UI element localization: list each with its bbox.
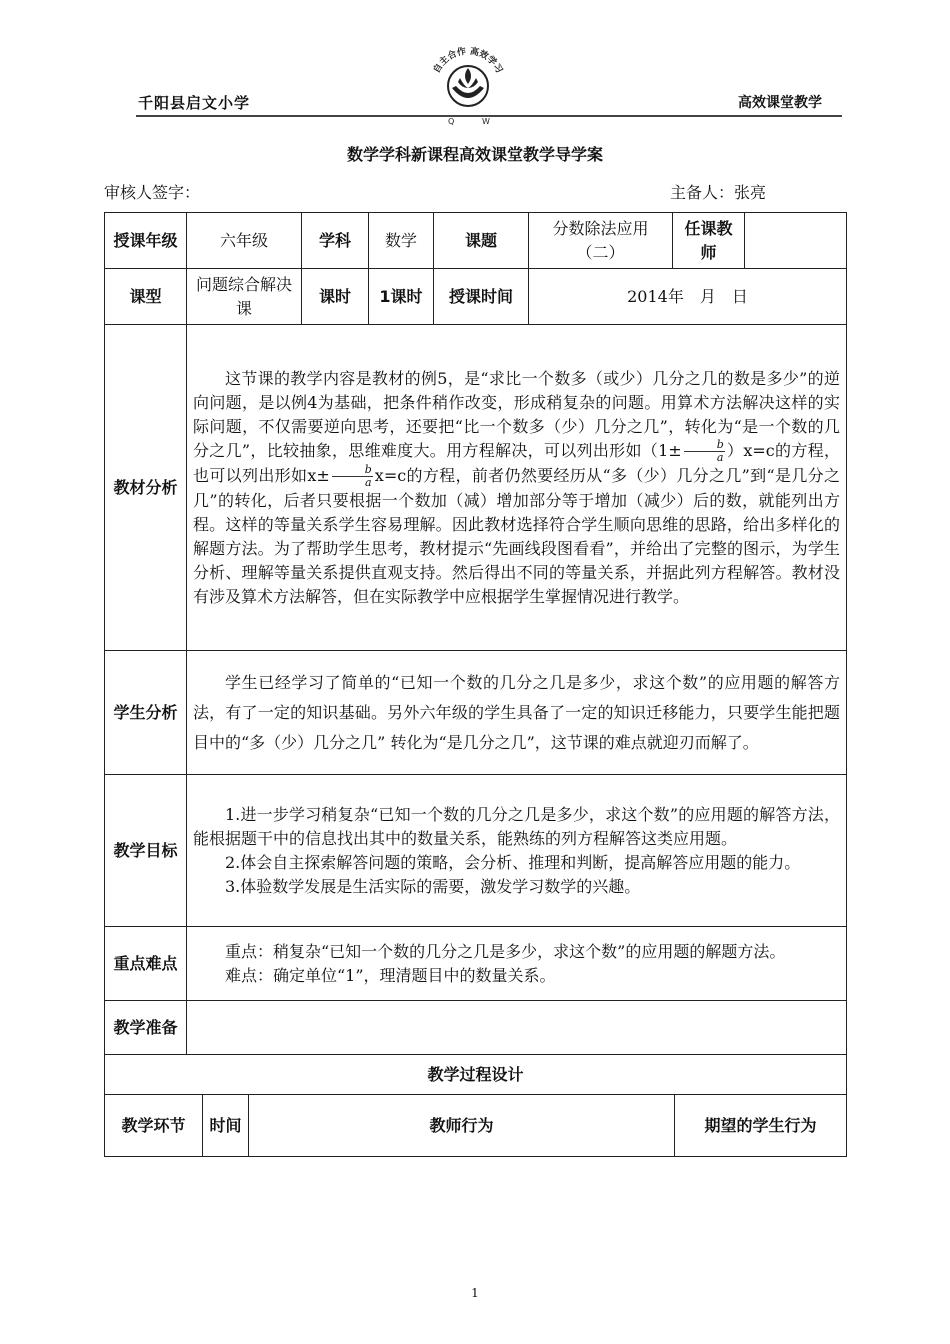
teaching-goals-content (187, 775, 847, 927)
page-number: 1 (471, 1286, 479, 1300)
textbook-text-1: 这节课的教学内容是教材的例5，是“求比一个数多（或少）几分之几的数是多少”的逆向问题，是以例4为基础，把条件稍作改变，形成稍复杂的问题。用算术方法解决这样的实际问题，不仅需要逆向思考，还要把“比一个数多（少）几分之几”，转化为“是一个数的几分之几”，比较抽象，思维难度大。用方程解决，可以列出形如（1± (193, 368, 840, 460)
student-analysis-label: 学生分析 (105, 651, 187, 775)
info-row-1 (105, 213, 847, 269)
topic-value: 分数除法应用（二） (529, 213, 673, 269)
reviewer-signature-label: 审核人签字： (104, 183, 201, 202)
fraction-b-over-a-2 (332, 464, 373, 489)
student-analysis-text: 学生已经学习了简单的“已知一个数的几分之几是多少，求这个数”的应用题的解答方法，有了一定的知识基础。另外六年级的学生具备了一定的知识迁移能力，只要学生能把题目中的“多（少）几分之几” 转化为“是几分之几”，这节课的难点就迎刃而解了。 (193, 672, 840, 752)
teacher-value (745, 213, 847, 269)
process-header-row (105, 1095, 847, 1157)
col-student-behavior: 期望的学生行为 (675, 1095, 847, 1157)
fraction-denominator: a (716, 450, 724, 464)
hours-label: 课时 (302, 269, 369, 325)
hours-value: 1课时 (369, 269, 434, 325)
fraction-numerator-2: b (332, 464, 373, 477)
teaching-prep-content (187, 1001, 847, 1055)
subject-label: 学科 (302, 213, 369, 269)
lesson-plan-table (104, 212, 847, 1055)
info-row-2 (105, 269, 847, 325)
fraction-b-over-a (684, 439, 725, 464)
teacher-label: 任课教师 (673, 213, 745, 269)
key-points-label: 重点难点 (105, 927, 187, 1001)
textbook-analysis-label: 教材分析 (105, 325, 187, 651)
type-value: 问题综合解决课 (187, 269, 302, 325)
difficulty-text: 难点：确定单位“1”，理清题目中的数量关系。 (225, 965, 556, 985)
topic-label: 课题 (434, 213, 529, 269)
fraction-numerator: b (684, 439, 725, 452)
document-title: 数学学科新课程高效课堂教学导学案 (346, 145, 603, 164)
logo-letter-w: W (482, 117, 490, 126)
school-name: 千阳县启文小学 (138, 94, 251, 112)
school-logo (418, 36, 518, 136)
type-label: 课型 (105, 269, 187, 325)
col-teacher-behavior: 教师行为 (249, 1095, 675, 1157)
goal-item: 2.体会自主探索解答问题的策略，会分析、推理和判断，提高解答应用题的能力。 (225, 852, 801, 872)
textbook-analysis-content (187, 325, 847, 651)
key-points-content (187, 927, 847, 1001)
process-title: 教学过程设计 (105, 1055, 847, 1095)
key-point-text: 重点：稍复杂“已知一个数的几分之几是多少，求这个数”的应用题的解题方法。 (225, 941, 786, 961)
logo-letter-q: Q (448, 117, 455, 126)
teaching-prep-row (105, 1001, 847, 1055)
student-analysis-content (187, 651, 847, 775)
textbook-text-2: ）x=c的方程，也可以列出形如x± (193, 440, 840, 485)
process-table (104, 1054, 847, 1157)
process-title-row (105, 1055, 847, 1095)
textbook-text-3: x=c的方程，前者仍然要经历从“多（少）几分之几”到“是几分之几”的转化，后者只要根据一个数加（减）增加部分等于增加（减少）后的数，就能列出方程。这样的等量关系学生容易理解。因此教材选择符合学生顺向思维的思路，给出多样化的解题方法。为了帮助学生思考，教材提示“先画线段图看看”，并给出了完整的图示，为学生分析、理解等量关系提供直观支持。然后得出不同的等量关系，并据此列方程解答。教材没有涉及算术方法解答，但在实际教学中应根据学生掌握情况进行教学。 (193, 465, 840, 606)
time-value: 2014年 月 日 (529, 269, 847, 325)
goal-item: 1.进一步学习稍复杂“已知一个数的几分之几是多少，求这个数”的应用题的解答方法，能根据题干中的信息找出其中的数量关系，能熟练的列方程解答这类应用题。 (193, 804, 840, 848)
teaching-goals-label: 教学目标 (105, 775, 187, 927)
textbook-analysis-row (105, 325, 847, 651)
col-stage: 教学环节 (105, 1095, 203, 1157)
header-rule (136, 115, 842, 117)
teaching-prep-label: 教学准备 (105, 1001, 187, 1055)
col-time: 时间 (203, 1095, 249, 1157)
brand-label: 高效课堂教学 (738, 95, 822, 111)
subject-value: 数学 (369, 213, 434, 269)
student-analysis-row (105, 651, 847, 775)
goal-item: 3.体验数学发展是生活实际的需要，激发学习数学的兴趣。 (225, 876, 641, 896)
preparer-label: 主备人：张亮 (670, 183, 767, 202)
grade-label: 授课年级 (105, 213, 187, 269)
teaching-goals-row (105, 775, 847, 927)
fraction-denominator-2: a (364, 475, 372, 489)
time-label: 授课时间 (434, 269, 529, 325)
key-points-row (105, 927, 847, 1001)
logo-motto: 自主合作 高效学习 (432, 46, 504, 76)
grade-value: 六年级 (187, 213, 302, 269)
